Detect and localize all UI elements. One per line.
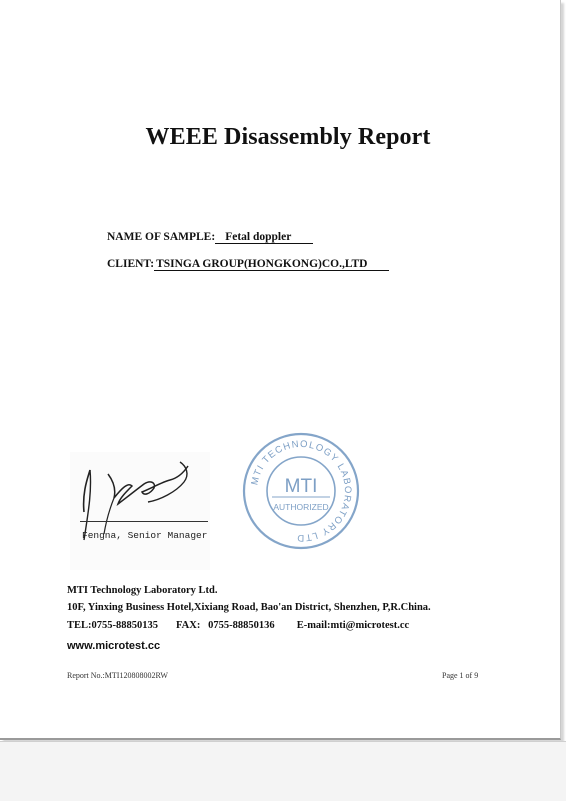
signature-caption: Fengna, Senior Manager [82, 530, 208, 541]
client-value: TSINGA GROUP(HONGKONG)CO.,LTD [154, 258, 389, 271]
mti-authorized-seal [240, 430, 362, 552]
report-number: Report No.:MTI120808002RW [67, 671, 168, 680]
lab-contact [67, 620, 409, 631]
lab-address: 10F, Yinxing Business Hotel,Xixiang Road, Bao'an District, Shenzhen, P,R.China. [67, 602, 431, 613]
lab-email: E-mail:mti@microtest.cc [296, 620, 410, 631]
lab-website: www.microtest.cc [67, 640, 161, 652]
handwritten-signature [70, 452, 210, 570]
sample-label: NAME OF SAMPLE: [107, 231, 216, 243]
next-page-gap [0, 741, 566, 801]
lab-fax: FAX: 0755-88850136 [176, 620, 275, 631]
client-label: CLIENT: [107, 258, 155, 270]
client-field [107, 258, 389, 271]
seal-center-top: MTI [284, 476, 318, 497]
sample-field [107, 231, 313, 244]
lab-name: MTI Technology Laboratory Ltd. [67, 585, 218, 596]
report-title: WEEE Disassembly Report [145, 124, 431, 150]
signature-underline [80, 521, 208, 522]
seal-ring-text: MTI TECHNOLOGY LABORATORY LTD [249, 438, 354, 544]
sample-value: Fetal doppler [215, 231, 313, 244]
lab-tel: TEL:0755-88850135 [67, 620, 159, 631]
seal-center-bottom: AUTHORIZED [273, 502, 329, 512]
page-indicator: Page 1 of 9 [442, 671, 479, 680]
